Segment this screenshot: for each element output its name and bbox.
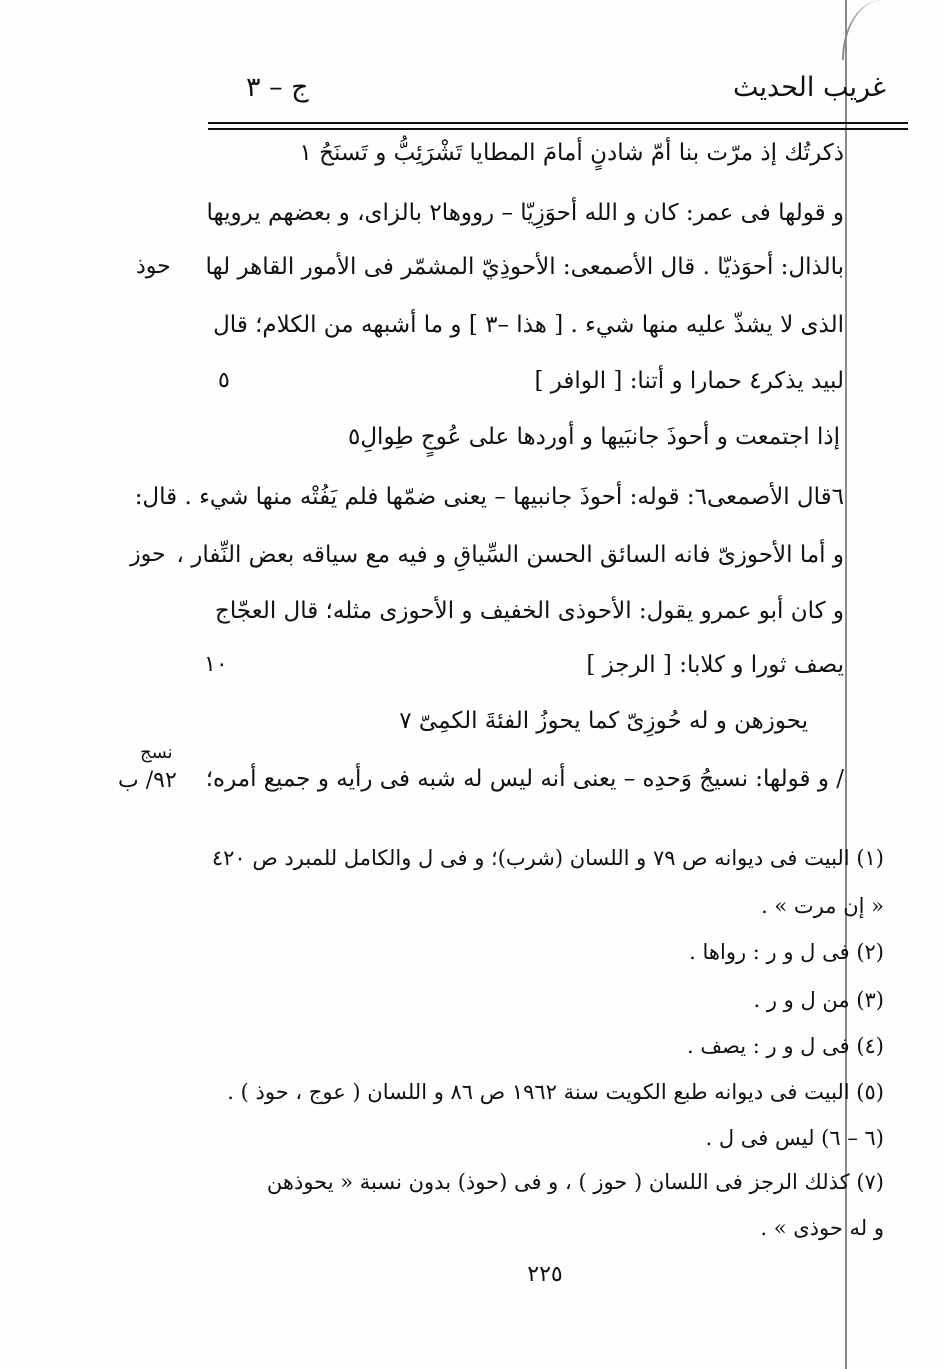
text-line: و قولها فى عمر: كان و الله أحوَزِيّا – رووها٢ بالزاى، و بعضهم يرويها — [206, 200, 844, 226]
text-line: ٦قال الأصمعى٦: قوله: أحوذَ جانبيها – يعنى ضمّها فلم يَفُتْه منها شيء . قال: — [134, 484, 844, 510]
footnote: (٦ – ٦) ليس فى ل . — [705, 1126, 884, 1150]
part-number: ج – ٣ — [246, 72, 309, 103]
text-line: يصف ثورا و كلابا: [ الرجز ] — [586, 652, 844, 678]
page-edge-curve — [842, 0, 884, 60]
text-line: / و قولها: نسيجُ وَحدِه – يعنى أنه ليس له شبه فى رأيه و جميع أمره؛ — [205, 766, 844, 792]
margin-keyword: حوز — [130, 542, 166, 567]
text-line: و كان أبو عمرو يقول: الأحوذى الخفيف و الأحوزى مثله؛ قال العجّاج — [215, 598, 844, 624]
page-edge-line — [845, 0, 847, 1369]
page-number: ٢٢٥ — [527, 1262, 563, 1287]
verse-line: يحوزهن و له حُوزِىّ كما يحوزُ الفئةَ الكمِىّ ٧ — [399, 708, 808, 734]
header-rule-bottom — [208, 128, 908, 130]
verse-line: إذا اجتمعت و أحوذَ جانبَيها و أوردها على عُوجٍ طِوالِ٥ — [347, 424, 840, 450]
footnote: (٢) فى ل و ر : رواها . — [689, 940, 884, 964]
running-header — [0, 70, 944, 110]
footnote: و له حوذى » . — [760, 1216, 884, 1240]
footnote: (١) البيت فى ديوانه ص ٧٩ و اللسان (شرب)؛ و فى ل والكامل للمبرد ص ٤٢٠ — [211, 846, 884, 870]
margin-keyword: نسج — [140, 742, 173, 763]
text-line: لبيد يذكر٤ حمارا و أتنا: [ الوافر ] — [534, 368, 844, 394]
folio-marker: ٩٢/ ب — [118, 768, 177, 793]
text-line: الذى لا يشذّ عليه منها شيء . [ هذا –٣ ] و ما أشبهه من الكلام؛ قال — [213, 312, 844, 338]
text-line: و أما الأحوزىّ فانه السائق الحسن السِّياقِ و فيه مع سياقه بعض النِّفار ، — [176, 542, 844, 568]
footnote: « إن مرت » . — [761, 894, 884, 918]
footnote: (٥) البيت فى ديوانه طبع الكويت سنة ١٩٦٢ ص ٨٦ و اللسان ( عوج ، حوذ ) . — [227, 1080, 884, 1104]
line-number: ٥ — [218, 368, 230, 393]
margin-keyword: حوذ — [136, 254, 171, 279]
header-rule-top — [208, 122, 908, 124]
footnote: (٤) فى ل و ر : يصف . — [686, 1034, 884, 1058]
running-title: غريب الحديث — [733, 72, 886, 103]
text-line: بالذال: أحوَذيّا . قال الأصمعى: الأحوذِيّ المشمّر فى الأمور القاهر لها — [205, 254, 844, 280]
verse-line: ذكرتُك إذ مرّت بنا أمّ شادنٍ أمامَ المطايا تَشْرَئِبُّ و تَسنَحُ ١ — [299, 140, 844, 166]
line-number: ١٠ — [204, 652, 228, 677]
footnote: (٧) كذلك الرجز فى اللسان ( حوز ) ، و فى (حوذ) بدون نسبة « يحوذهن — [266, 1170, 884, 1194]
footnote: (٣) من ل و ر . — [753, 988, 884, 1012]
